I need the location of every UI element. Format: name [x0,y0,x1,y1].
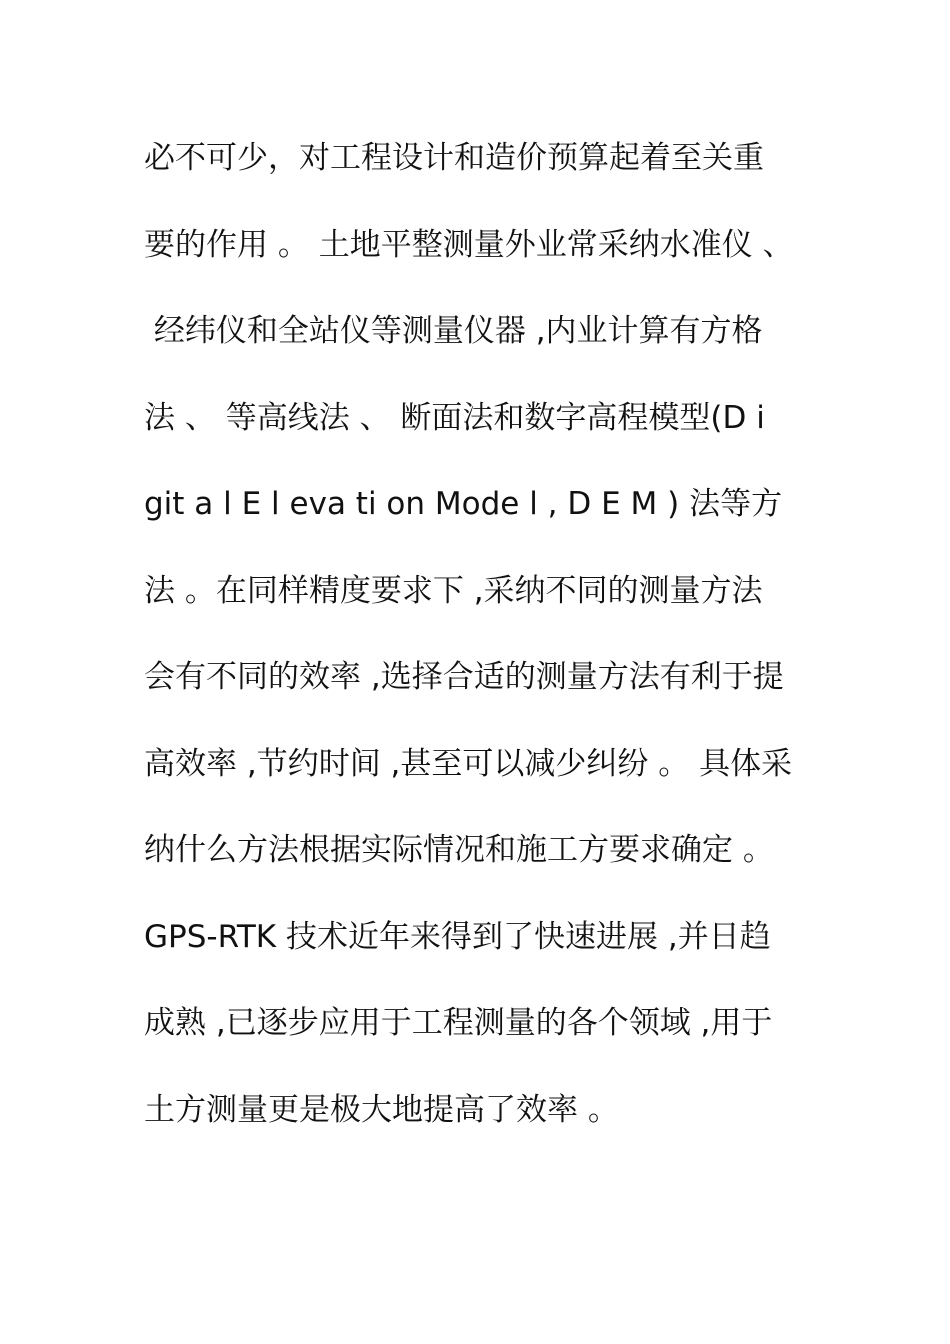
text-line: git a l E l eva ti on Mode l , D E M ) 法等方 [144,486,783,522]
paragraph [144,128,824,1166]
text-line: 法 、 等高线法 、 断面法和数字高程模型(D i [144,399,765,436]
text-line: 经纬仪和全站仪等测量仪器 ,内业计算有方格 [144,313,763,349]
text-line: 土方测量更是极大地提高了效率 。 [144,1091,619,1128]
text-line: 必不可少，对工程设计和造价预算起着至关重 [144,140,764,176]
text-line: 成熟 ,已逐步应用于工程测量的各个领域 ,用于 [144,1005,773,1041]
text-line: 会有不同的效率 ,选择合适的测量方法有利于提 [144,659,784,695]
text-line: 要的作用 。 土地平整测量外业常采纳水准仪 、 [144,226,794,263]
text-line: 法 。在同样精度要求下 ,采纳不同的测量方法 [144,572,763,609]
text-line: GPS-RTK 技术近年来得到了快速进展 ,并日趋 [144,918,771,955]
text-line: 纳什么方法根据实际情况和施工方要求确定 。 [144,832,774,868]
text-line: 高效率 ,节约时间 ,甚至可以减少纠纷 。 具体采 [144,745,793,782]
